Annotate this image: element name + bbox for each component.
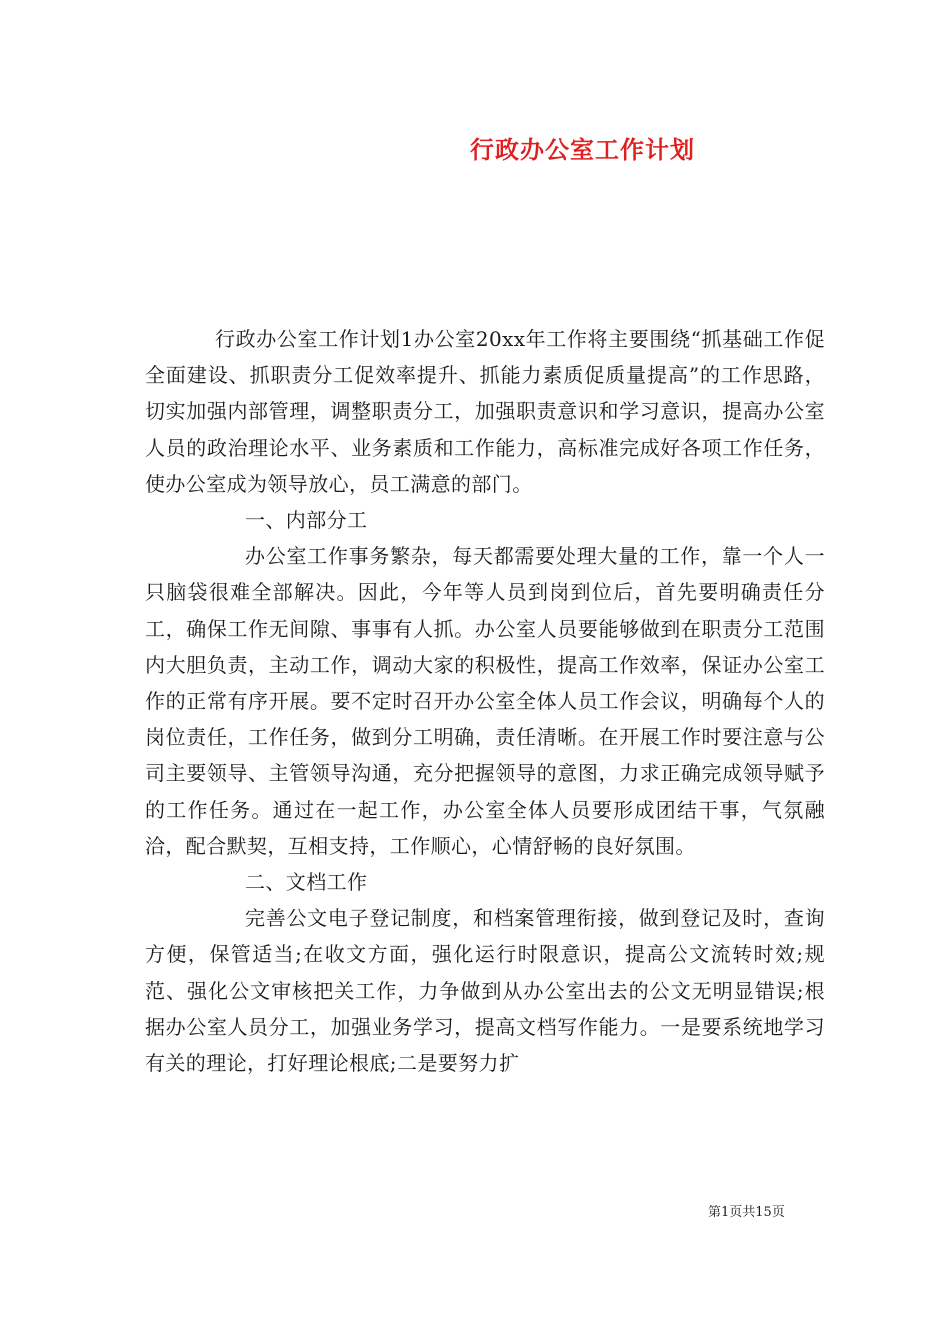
- section-paragraph-documents: 完善公文电子登记制度，和档案管理衔接，做到登记及时，查询方便，保管适当;在收文方面，强化运行时限意识，提高公文流转时效;规范、强化公文审核把关工作，力争做到从办公室出去的公文无明显错误;根据办公室人员分工，加强业务学习，提高文档写作能力。一是要系统地学习有关的理论，打好理论根底;二是要努力扩: [145, 906, 825, 1076]
- intro-paragraph: 行政办公室工作计划1办公室20xx年工作将主要围绕“抓基础工作促全面建设、抓职责分工促效率提升、抓能力素质促质量提高”的工作思路，切实加强内部管理，调整职责分工，加强职责意识和学习意识，提高办公室人员的政治理论水平、业务素质和工作能力，高标准完成好各项工作任务，使办公室成为领导放心，员工满意的部门。: [145, 327, 825, 496]
- section-paragraph-internal-division: 办公室工作事务繁杂，每天都需要处理大量的工作，靠一个人一只脑袋很难全部解决。因此，今年等人员到岗到位后，首先要明确责任分工，确保工作无间隙、事事有人抓。办公室人员要能够做到在职责分工范围内大胆负责，主动工作，调动大家的积极性，提高工作效率，保证办公室工作的正常有序开展。要不定时召开办公室全体人员工作会议，明确每个人的岗位责任，工作任务，做到分工明确，责任清晰。在开展工作时要注意与公司主要领导、主管领导沟通，充分把握领导的意图，力求正确完成领导赋予的工作任务。通过在一起工作，办公室全体人员要形成团结干事，气氛融洽，配合默契，互相支持，工作顺心，心情舒畅的良好氛围。: [145, 544, 825, 858]
- section-heading-documents: 二、文档工作: [245, 870, 368, 895]
- section-heading-internal-division: 一、内部分工: [245, 508, 368, 533]
- document-title: 行政办公室工作计划: [470, 135, 695, 164]
- page-footer: 第1页共15页: [708, 1205, 785, 1220]
- document-body: [145, 321, 825, 1081]
